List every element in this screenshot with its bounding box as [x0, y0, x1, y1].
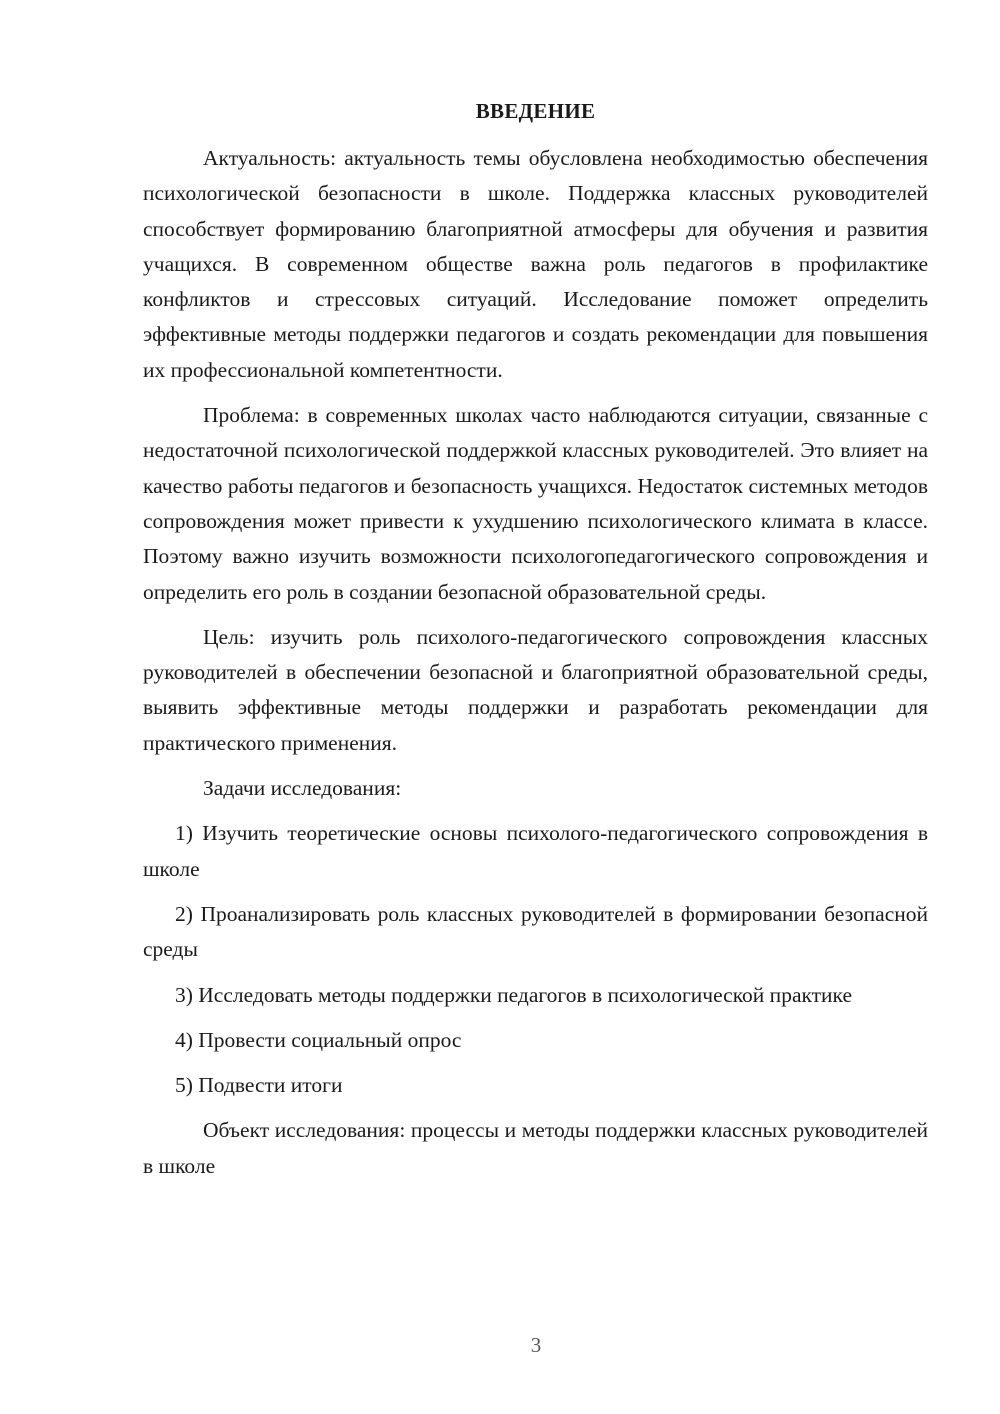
relevance-paragraph: Актуальность: актуальность темы обусловлена необходимостью обеспечения психологической безопасности в школе. Поддержка классных руководителей способствует формированию благоприятной атмосферы для обучения и развития учащихся. В современном обществе важна роль педагогов в профилактике конфликтов и стрессовых ситуаций. Исследование поможет определить эффективные методы поддержки педагогов и создать рекомендации для повышения их профессиональной компетентности.: [143, 146, 928, 382]
task-item: 2) Проанализировать роль классных руководителей в формировании безопасной среды: [143, 901, 928, 962]
section-title: ВВЕДЕНИЕ: [475, 99, 596, 123]
object-paragraph: Объект исследования: процессы и методы поддержки классных руководителей в школе: [143, 1118, 928, 1178]
task-item: 5) Подвести итоги: [175, 1073, 343, 1098]
goal-paragraph: Цель: изучить роль психолого-педагогического сопровождения классных руководителей в обеспечении безопасной и благоприятной образовательной среды, выявить эффективные методы поддержки и разработать рекомендации для практического применения.: [143, 624, 928, 755]
problem-paragraph: Проблема: в современных школах часто наблюдаются ситуации, связанные с недостаточной психологической поддержкой классных руководителей. Это влияет на качество работы педагогов и безопасность учащихся. Недостаток системных методов сопровождения может привести к ухудшению психологического климата в классе. Поэтому важно изучить возможности психологопедагогического сопровождения и определить его роль в создании безопасной образовательной среды.: [143, 403, 928, 604]
task-item: 4) Провести социальный опрос: [175, 1027, 462, 1052]
tasks-heading: Задачи исследования:: [203, 776, 402, 801]
document-body: [143, 141, 928, 1194]
page-number: 3: [530, 1333, 542, 1357]
task-item: 3) Исследовать методы поддержки педагогов в психологической практике: [175, 982, 852, 1007]
task-item: 1) Изучить теоретические основы психолого-педагогического сопровождения в школе: [143, 821, 928, 881]
